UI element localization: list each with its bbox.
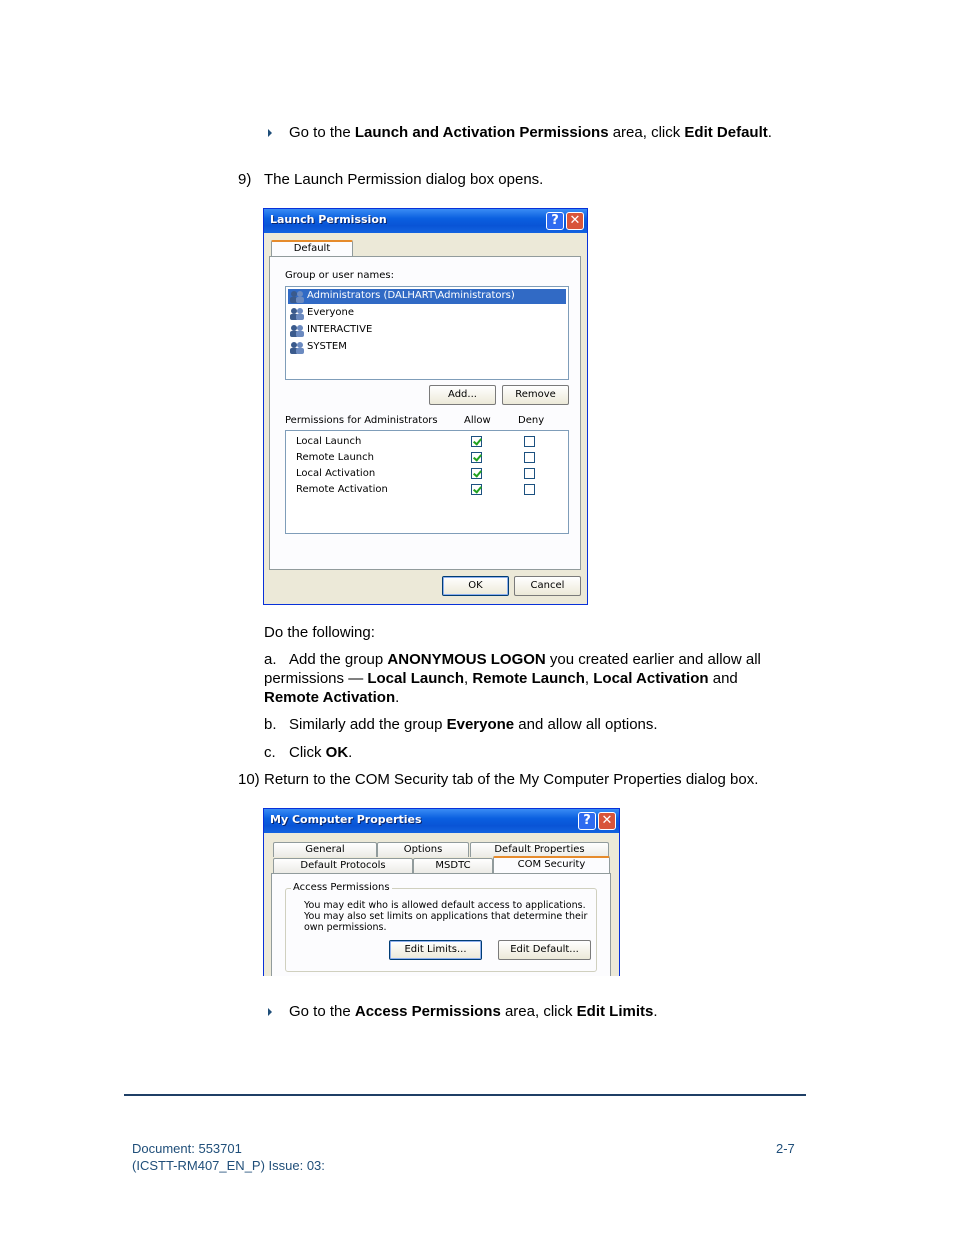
tab-general[interactable]: General xyxy=(273,842,377,857)
footer-page-number: 2-7 xyxy=(776,1141,795,1156)
group-item-label: Everyone xyxy=(307,307,355,318)
item-a-line2: permissions — Local Launch, Remote Launch, Local Activation and xyxy=(264,670,738,687)
tab-panel xyxy=(269,256,581,570)
edit-default-button[interactable]: Edit Default... xyxy=(498,940,591,960)
permissions-list xyxy=(285,430,569,534)
allow-remote-launch-checkbox[interactable] xyxy=(471,452,482,463)
cancel-button[interactable]: Cancel xyxy=(514,576,581,596)
group-item-interactive[interactable] xyxy=(288,323,566,338)
permissions-label: Permissions for Administrators xyxy=(285,415,438,426)
group-list[interactable] xyxy=(285,286,569,380)
bullet-arrow-icon xyxy=(268,129,272,137)
allow-remote-activation-checkbox[interactable] xyxy=(471,484,482,495)
step10-text: Return to the COM Security tab of the My Computer Properties dialog box. xyxy=(264,771,759,788)
perm-local-launch-label: Local Launch xyxy=(296,436,362,447)
perm-remote-activation-label: Remote Activation xyxy=(296,484,388,495)
access-permissions-title: Access Permissions xyxy=(293,882,390,893)
item-b-text: Similarly add the group Everyone and allow all options. xyxy=(289,716,658,733)
deny-remote-activation-checkbox[interactable] xyxy=(524,484,535,495)
tab-options[interactable]: Options xyxy=(377,842,469,857)
step8-text: Go to the Launch and Activation Permissions area, click Edit Default. xyxy=(289,124,772,141)
footer-document: Document: 553701 xyxy=(132,1141,242,1156)
perm-local-activation-label: Local Activation xyxy=(296,468,376,479)
item-c-letter: c. xyxy=(264,744,276,761)
launch-permission-dialog xyxy=(263,208,588,605)
help-icon[interactable]: ? xyxy=(578,812,596,830)
dialog-title: Launch Permission xyxy=(270,213,387,226)
bullet-arrow-icon xyxy=(268,1008,272,1016)
allow-local-launch-checkbox[interactable] xyxy=(471,436,482,447)
allow-header: Allow xyxy=(464,415,491,426)
users-icon xyxy=(289,290,305,302)
tab-default-properties[interactable]: Default Properties xyxy=(470,842,609,857)
deny-remote-launch-checkbox[interactable] xyxy=(524,452,535,463)
group-item-label: Administrators (DALHART\Administrators) xyxy=(307,290,515,301)
item-a-line1: Add the group ANONYMOUS LOGON you created earlier and allow all xyxy=(289,651,761,668)
perm-remote-launch-label: Remote Launch xyxy=(296,452,374,463)
group-item-everyone[interactable] xyxy=(288,306,566,321)
deny-header: Deny xyxy=(518,415,545,426)
group-item-administrators[interactable] xyxy=(288,289,566,304)
dialog-title: My Computer Properties xyxy=(270,813,422,826)
title-bar xyxy=(264,209,587,233)
close-icon[interactable]: ✕ xyxy=(598,812,616,830)
add-button[interactable]: Add... xyxy=(429,385,496,405)
tab-default-protocols[interactable]: Default Protocols xyxy=(273,858,413,873)
tab-com-security[interactable]: COM Security xyxy=(493,856,610,873)
ok-button[interactable]: OK xyxy=(442,576,509,596)
users-icon xyxy=(289,307,305,319)
users-icon xyxy=(289,324,305,336)
footer-issue: (ICSTT-RM407_EN_P) Issue: 03: xyxy=(132,1158,325,1173)
step9-number: 9) xyxy=(238,171,252,188)
allow-local-activation-checkbox[interactable] xyxy=(471,468,482,479)
footer-divider xyxy=(124,1094,806,1096)
step-edit-limits-text: Go to the Access Permissions area, click Edit Limits. xyxy=(289,1003,658,1020)
tab-default-security[interactable]: Default xyxy=(271,240,353,257)
tab-panel xyxy=(271,873,611,976)
tab-msdtc[interactable]: MSDTC xyxy=(413,858,493,873)
item-a-letter: a. xyxy=(264,651,277,668)
item-a-line3: Remote Activation. xyxy=(264,689,400,706)
title-bar xyxy=(264,809,619,833)
group-item-system[interactable] xyxy=(288,340,566,355)
item-c-text: Click OK. xyxy=(289,744,353,761)
item-b-letter: b. xyxy=(264,716,277,733)
help-icon[interactable]: ? xyxy=(546,212,564,230)
group-item-label: INTERACTIVE xyxy=(307,324,373,335)
my-computer-properties-dialog xyxy=(263,808,620,976)
group-item-label: SYSTEM xyxy=(307,341,347,352)
deny-local-launch-checkbox[interactable] xyxy=(524,436,535,447)
remove-button[interactable]: Remove xyxy=(502,385,569,405)
group-label: Group or user names: xyxy=(285,270,394,281)
deny-local-activation-checkbox[interactable] xyxy=(524,468,535,479)
access-permissions-description: You may edit who is allowed default access to applications. You may also set limits on applications that determine their own permissions. xyxy=(304,900,588,933)
do-following-text: Do the following: xyxy=(264,624,375,641)
step9-text: The Launch Permission dialog box opens. xyxy=(264,171,544,188)
close-icon[interactable]: ✕ xyxy=(566,212,584,230)
edit-limits-button[interactable]: Edit Limits... xyxy=(389,940,482,960)
step10-number: 10) xyxy=(238,771,260,788)
users-icon xyxy=(289,341,305,353)
